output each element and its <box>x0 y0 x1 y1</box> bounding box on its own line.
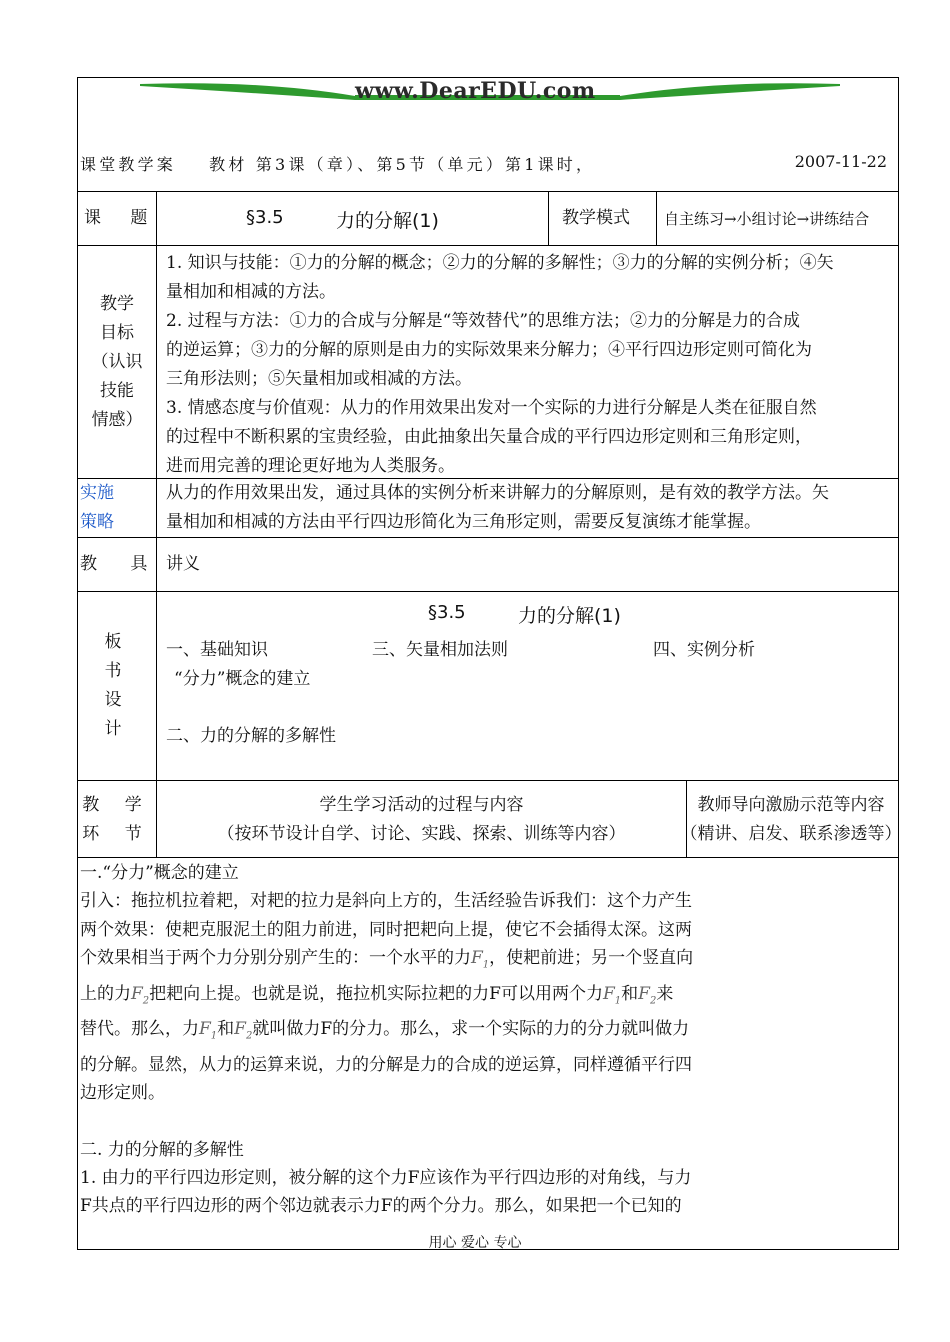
label-line: 实施 <box>80 483 114 503</box>
objective-line: 2. 过程与方法：①力的合成与分解是“等效替代”的思维方法；②力的分解是力的合成 <box>166 311 801 331</box>
page-footer: 用心 爱心 专心 <box>428 1235 522 1251</box>
board-title: 力的分解(1) <box>518 605 621 627</box>
tools-label: 教 具 <box>80 554 162 574</box>
rule <box>77 245 899 246</box>
teacher-title: 教师导向激励示范等内容 <box>697 795 885 815</box>
label-line: 技能 <box>100 381 134 401</box>
board-item-1-sub: “分力”概念的建立 <box>174 669 311 689</box>
f1-symbol <box>603 984 621 1004</box>
objective-line: 量相加和相减的方法。 <box>166 282 336 302</box>
strategy-label <box>80 479 114 537</box>
strategy-line: 量相加和相减的方法由平行四边形简化为三角形定则，需要反复演练才能掌握。 <box>166 512 761 532</box>
rule <box>548 191 549 245</box>
text-run: 和 <box>621 983 639 1004</box>
rule <box>156 191 157 857</box>
text-run: ，使耙前进；另一个竖直向 <box>489 947 694 968</box>
student-subtitle: （按环节设计自学、讨论、实践、探索、训练等内容） <box>217 824 626 844</box>
body-line: 引入：拖拉机拉着耙，对耙的拉力是斜向上方的，生活经验告诉我们：这个力产生 <box>80 891 692 912</box>
board-label <box>78 628 148 744</box>
f2-symbol <box>638 984 656 1004</box>
label-line: 书 <box>104 661 122 681</box>
symbol-sub: 1 <box>614 994 622 1006</box>
section-1-title: 一.“分力”概念的建立 <box>80 863 239 883</box>
body-line: 两个效果：使耙克服泥土的阻力前进，同时把耙向上提，使它不会插得太深。这两 <box>80 919 692 940</box>
rule <box>77 191 899 192</box>
objective-line: 三角形法则；⑤矢量相加或相减的方法。 <box>166 369 472 389</box>
symbol-f: F <box>234 1019 246 1040</box>
label-line: （认识 <box>91 352 143 372</box>
header-left: 课堂教学案 <box>80 155 177 174</box>
objective-line: 的逆运算；③力的分解的原则是由力的实际效果来分解力；④平行四边形定则可简化为 <box>166 340 812 360</box>
objectives-label <box>78 290 156 435</box>
label-line: 策略 <box>80 512 114 532</box>
teaching-mode-label: 教学模式 <box>562 208 630 228</box>
label-line: 环 节 <box>82 824 152 844</box>
objective-line: 1. 知识与技能：①力的分解的概念；②力的分解的多解性；③力的分解的实例分析；④矢 <box>166 253 834 273</box>
rule <box>77 857 899 858</box>
text-run: 就叫做力F的分力。那么，求一个实际的力的分力就叫做力 <box>252 1019 690 1040</box>
board-number: §3.5 <box>428 602 466 623</box>
body-line: 边形定则。 <box>80 1083 165 1104</box>
student-title: 学生学习活动的过程与内容 <box>319 795 524 815</box>
body-line: F共点的平行四边形的两个邻边就表示力F的两个分力。那么，如果把一个已知的 <box>80 1196 682 1217</box>
symbol-sub: 1 <box>210 1030 218 1042</box>
rule <box>656 191 657 245</box>
board-item-1: 一、基础知识 <box>166 640 268 660</box>
symbol-sub: 2 <box>245 1030 253 1042</box>
label-line: 教 学 <box>82 795 152 815</box>
label-line: 设 <box>104 690 122 710</box>
teacher-subtitle: （精讲、启发、联系渗透等） <box>680 824 902 844</box>
symbol-f: F <box>471 947 483 968</box>
header-line <box>80 152 895 175</box>
strategy-text <box>166 479 906 537</box>
objective-line: 进而用完善的理论更好地为人类服务。 <box>166 456 455 476</box>
topic-title: 力的分解(1) <box>336 210 439 232</box>
topic-label: 课 题 <box>84 208 160 228</box>
section-2-title: 二. 力的分解的多解性 <box>80 1139 244 1160</box>
blank-line <box>80 1108 770 1136</box>
body-line <box>80 944 770 980</box>
label-line: 情感） <box>91 410 143 430</box>
text-run: 替代。那么，力 <box>80 1019 199 1040</box>
header-date: 2007-11-22 <box>794 152 887 171</box>
symbol-sub: 2 <box>142 994 150 1006</box>
process-label <box>78 791 156 849</box>
text-run: 把耙向上提。也就是说，拖拉机实际拉耙的力F可以用两个力 <box>149 983 603 1004</box>
symbol-f: F <box>638 983 650 1004</box>
text-run: 和 <box>217 1019 235 1040</box>
header-middle: 教材 第3课（章）、第5节（单元）第1课时， <box>209 155 596 174</box>
label-line: 板 <box>104 632 122 652</box>
f1-symbol <box>471 947 490 971</box>
rule <box>77 780 899 781</box>
symbol-f: F <box>602 983 615 1004</box>
objective-line: 的过程中不断积累的宝贵经验，由此抽象出矢量合成的平行四边形定则和三角形定则， <box>166 427 812 447</box>
label-line: 教学 <box>100 294 134 314</box>
f1-symbol <box>199 1019 218 1042</box>
body-line <box>80 980 770 1016</box>
tools-value: 讲义 <box>166 554 200 574</box>
body-line <box>80 1015 770 1051</box>
body-line: 1. 由力的平行四边形定则，被分解的这个力F应该作为平行四边形的对角线，与力 <box>80 1168 692 1189</box>
objective-line: 3. 情感态度与价值观：从力的作用效果出发对一个实际的力进行分解是人类在征服自然 <box>166 398 817 418</box>
board-item-2: 二、力的分解的多解性 <box>166 726 336 746</box>
objectives-text <box>166 249 906 481</box>
topic-number: §3.5 <box>246 207 284 228</box>
text-run: 上的力 <box>80 983 131 1004</box>
symbol-f: F <box>199 1019 211 1040</box>
logo-text: www.DearEDU.com <box>355 78 596 104</box>
rule <box>77 537 899 538</box>
board-item-3: 三、矢量相加法则 <box>372 640 508 660</box>
body-line: 的分解。显然，从力的运算来说，力的分解是力的合成的逆运算，同样遵循平行四 <box>80 1054 692 1075</box>
rule <box>77 591 899 592</box>
strategy-line: 从力的作用效果出发，通过具体的实例分析来讲解力的分解原则，是有效的教学方法。矢 <box>166 483 829 503</box>
symbol-f: F <box>131 983 143 1004</box>
symbol-sub: 1 <box>482 959 490 971</box>
text-run: 来 <box>656 983 674 1004</box>
teaching-mode-value: 自主练习→小组讨论→讲练结合 <box>664 210 870 228</box>
label-line: 计 <box>104 719 122 739</box>
text-run: 个效果相当于两个力分别分别产生的：一个水平的力 <box>80 947 471 968</box>
symbol-sub: 2 <box>649 994 657 1006</box>
teacher-guidance-header <box>676 791 906 849</box>
student-activity-header <box>157 791 686 849</box>
f2-symbol <box>131 984 149 1004</box>
f2-symbol <box>234 1019 253 1042</box>
label-line: 目标 <box>100 323 134 343</box>
board-item-4: 四、实例分析 <box>653 640 755 660</box>
lesson-body <box>80 859 770 1221</box>
